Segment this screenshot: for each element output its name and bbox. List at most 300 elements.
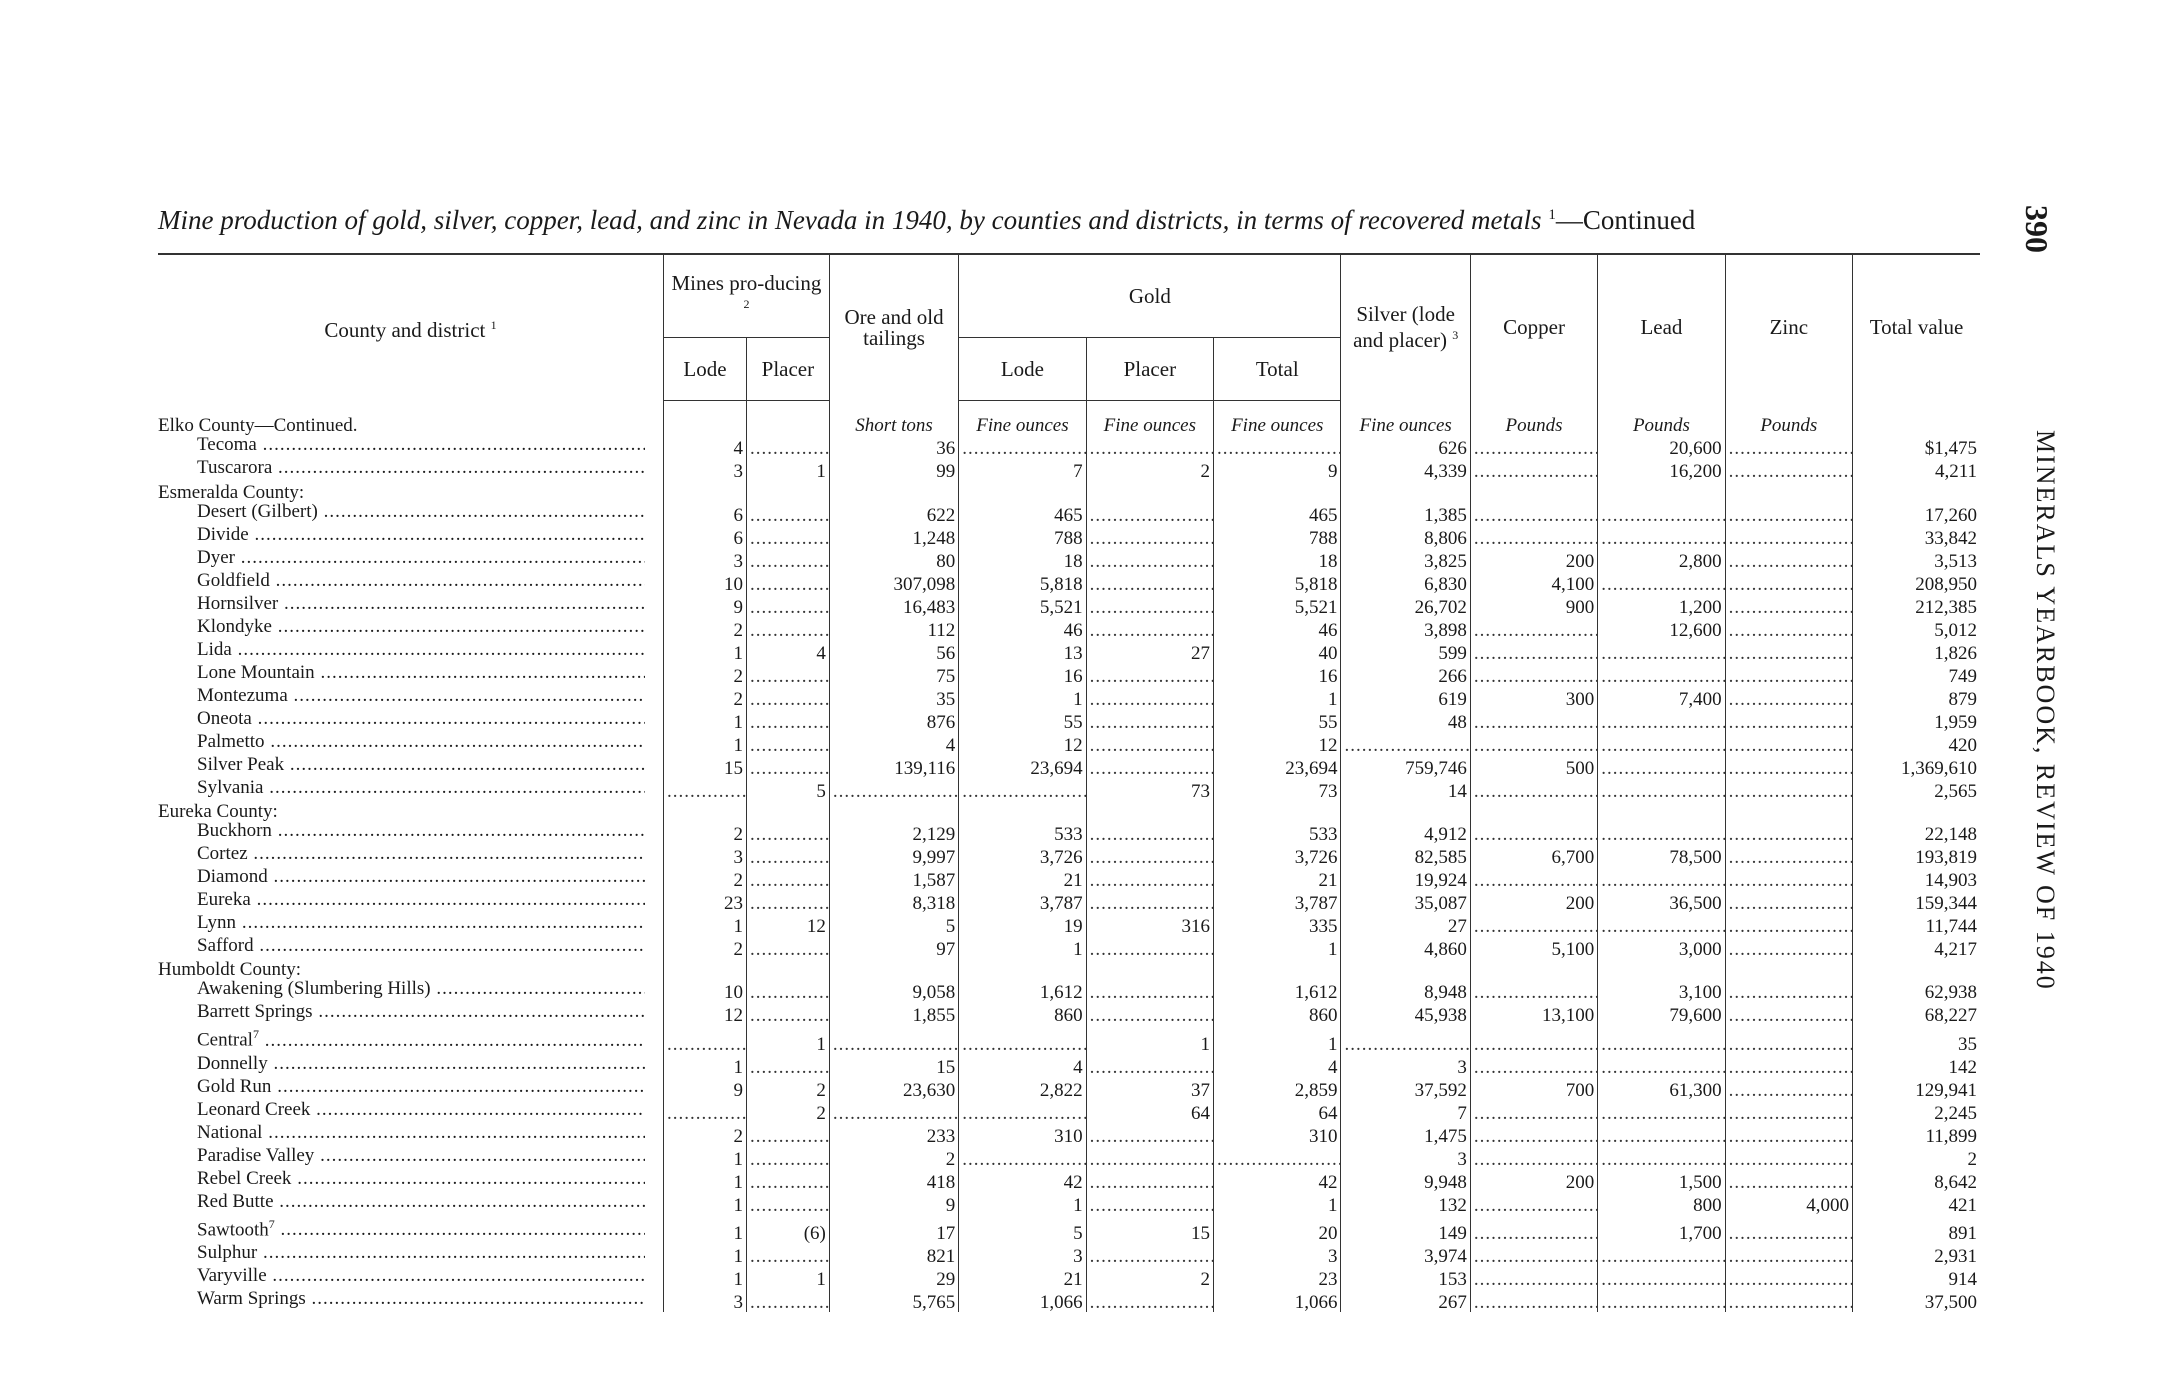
table-row xyxy=(158,1123,1980,1146)
cell-silver: 599 xyxy=(1341,640,1470,663)
cell-copper xyxy=(1470,663,1597,686)
cell-gold-total: 4 xyxy=(1214,1054,1341,1077)
cell-gold-placer: 37 xyxy=(1086,1077,1213,1100)
table-row xyxy=(158,1100,1980,1123)
cell-copper: 6,700 xyxy=(1470,844,1597,867)
cell-lead: 3,000 xyxy=(1598,936,1725,959)
cell-ore: 9 xyxy=(829,1192,958,1215)
table-row xyxy=(158,778,1980,801)
district-label xyxy=(197,1169,645,1188)
cell-mines-lode: 2 xyxy=(664,936,747,959)
cell-zinc xyxy=(1725,481,1852,501)
county-name: Eureka County: xyxy=(158,800,278,821)
cell-silver: 35,087 xyxy=(1341,890,1470,913)
table-row xyxy=(158,755,1980,778)
cell-gold-placer xyxy=(1086,502,1213,525)
cell-mines-placer xyxy=(746,1146,829,1169)
district-label xyxy=(197,1002,645,1021)
cell-zinc xyxy=(1725,778,1852,801)
cell-copper xyxy=(1470,1289,1597,1312)
cell-lead: 3,100 xyxy=(1598,979,1725,1002)
cell-mines-placer xyxy=(746,867,829,890)
cell-gold-total: 465 xyxy=(1214,502,1341,525)
cell-gold-lode: 21 xyxy=(959,1266,1086,1289)
cell-silver: 8,948 xyxy=(1341,979,1470,1002)
cell-gold-placer xyxy=(1086,755,1213,778)
cell-mines-lode xyxy=(664,778,747,801)
cell-mines-placer: 4 xyxy=(746,640,829,663)
cell-copper: 700 xyxy=(1470,1077,1597,1100)
cell-gold-total: 5,818 xyxy=(1214,571,1341,594)
header-lead: Lead xyxy=(1598,254,1725,401)
cell-copper xyxy=(1470,1054,1597,1077)
cell-mines-lode: 6 xyxy=(664,502,747,525)
cell-total-value: 33,842 xyxy=(1853,525,1980,548)
table-row xyxy=(158,458,1980,481)
district-label xyxy=(197,1192,645,1211)
cell-gold-total: 64 xyxy=(1214,1100,1341,1123)
cell-zinc xyxy=(1725,755,1852,778)
cell-total-value: 193,819 xyxy=(1853,844,1980,867)
cell-lead xyxy=(1598,525,1725,548)
cell-copper: 500 xyxy=(1470,755,1597,778)
cell-total-value: 2,931 xyxy=(1853,1243,1980,1266)
cell-gold-lode: 18 xyxy=(959,548,1086,571)
cell-gold-lode: 788 xyxy=(959,525,1086,548)
cell-zinc xyxy=(1725,1169,1852,1192)
cell-gold-total xyxy=(1214,1146,1341,1169)
cell-mines-lode: 1 xyxy=(664,709,747,732)
cell-lead xyxy=(1598,640,1725,663)
cell-total-value: 4,211 xyxy=(1853,458,1980,481)
cell-mines-lode: 3 xyxy=(664,1289,747,1312)
cell-lead xyxy=(1598,1123,1725,1146)
cell-ore: 5,765 xyxy=(829,1289,958,1312)
cell-gold-placer xyxy=(1086,571,1213,594)
cell-mines-placer xyxy=(746,1002,829,1025)
cell-mines-placer xyxy=(746,959,829,979)
header-mines-placer: Placer xyxy=(746,338,829,401)
cell-copper xyxy=(1470,1146,1597,1169)
cell-ore: 2,129 xyxy=(829,821,958,844)
cell-gold-placer xyxy=(1086,821,1213,844)
cell-gold-total: 788 xyxy=(1214,525,1341,548)
table-row xyxy=(158,1002,1980,1025)
district-name xyxy=(158,755,664,778)
cell-gold-total: 12 xyxy=(1214,732,1341,755)
cell-mines-placer: 2 xyxy=(746,1077,829,1100)
cell-mines-placer xyxy=(746,1054,829,1077)
cell-zinc xyxy=(1725,801,1852,821)
cell-total-value: 2,245 xyxy=(1853,1100,1980,1123)
district-name xyxy=(158,709,664,732)
table-row xyxy=(158,844,1980,867)
district-label xyxy=(197,1123,645,1142)
district-name xyxy=(158,979,664,1002)
cell-total-value: 212,385 xyxy=(1853,594,1980,617)
district-label xyxy=(197,732,645,751)
cell-copper xyxy=(1470,821,1597,844)
cell-lead: 78,500 xyxy=(1598,844,1725,867)
cell-zinc xyxy=(1725,1123,1852,1146)
cell-lead: 20,600 xyxy=(1598,435,1725,458)
cell-zinc xyxy=(1725,1002,1852,1025)
cell-gold-lode: 5 xyxy=(959,1215,1086,1243)
header-mines: Mines pro-ducing $^2$ xyxy=(664,254,830,338)
district-name xyxy=(158,571,664,594)
district-label xyxy=(197,617,645,636)
table-row xyxy=(158,663,1980,686)
cell-mines-lode: 15 xyxy=(664,755,747,778)
cell-gold-placer xyxy=(1086,709,1213,732)
cell-mines-lode: 1 xyxy=(664,1146,747,1169)
district-label xyxy=(197,663,645,682)
cell-gold-placer xyxy=(1086,1169,1213,1192)
cell-total-value xyxy=(1853,481,1980,501)
cell-lead xyxy=(1598,502,1725,525)
cell-mines-placer xyxy=(746,936,829,959)
district-name xyxy=(158,913,664,936)
cell-lead xyxy=(1598,1025,1725,1053)
district-name xyxy=(158,686,664,709)
district-name xyxy=(158,778,664,801)
cell-gold-placer xyxy=(1086,801,1213,821)
cell-lead xyxy=(1598,1266,1725,1289)
cell-copper xyxy=(1470,867,1597,890)
cell-mines-placer: 5 xyxy=(746,778,829,801)
table-row xyxy=(158,1192,1980,1215)
cell-silver: 45,938 xyxy=(1341,1002,1470,1025)
district-name xyxy=(158,1289,664,1312)
cell-zinc xyxy=(1725,640,1852,663)
table-row xyxy=(158,821,1980,844)
district-name-text: Buckhorn xyxy=(197,820,272,840)
district-label xyxy=(197,1077,645,1096)
district-label xyxy=(197,755,645,774)
cell-mines-lode xyxy=(664,959,747,979)
cell-gold-lode: 860 xyxy=(959,1002,1086,1025)
cell-silver: 619 xyxy=(1341,686,1470,709)
cell-gold-lode: 12 xyxy=(959,732,1086,755)
cell-gold-lode: 21 xyxy=(959,867,1086,890)
cell-mines-lode: 4 xyxy=(664,435,747,458)
table-row xyxy=(158,1146,1980,1169)
district-name-text: Tecoma xyxy=(197,435,257,455)
cell-silver: 132 xyxy=(1341,1192,1470,1215)
district-name-text: Paradise Valley xyxy=(197,1145,315,1165)
cell-silver xyxy=(1341,732,1470,755)
cell-ore: 9,997 xyxy=(829,844,958,867)
cell-gold-placer: 316 xyxy=(1086,913,1213,936)
table-row xyxy=(158,867,1980,890)
cell-ore: 36 xyxy=(829,435,958,458)
cell-gold-total: 3 xyxy=(1214,1243,1341,1266)
district-label xyxy=(197,709,645,728)
district-name xyxy=(158,640,664,663)
cell-gold-placer xyxy=(1086,525,1213,548)
caption-text: Mine production of gold, silver, copper, lead, and zinc in Nevada in 1940, by counties and districts, in terms of recovered metals xyxy=(158,205,1542,235)
cell-gold-total: 533 xyxy=(1214,821,1341,844)
cell-gold-placer xyxy=(1086,867,1213,890)
cell-ore: 99 xyxy=(829,458,958,481)
district-name-text: Sawtooth xyxy=(197,1218,269,1239)
district-name-text: Sylvania xyxy=(197,777,264,797)
cell-total-value: 159,344 xyxy=(1853,890,1980,913)
table-row xyxy=(158,594,1980,617)
cell-total-value: 208,950 xyxy=(1853,571,1980,594)
cell-silver: 6,830 xyxy=(1341,571,1470,594)
cell-gold-lode: 55 xyxy=(959,709,1086,732)
cell-gold-placer xyxy=(1086,732,1213,755)
units-row xyxy=(158,401,1980,436)
cell-ore: 112 xyxy=(829,617,958,640)
district-label xyxy=(197,844,645,863)
cell-gold-lode xyxy=(959,959,1086,979)
district-label xyxy=(197,1266,645,1285)
cell-copper xyxy=(1470,778,1597,801)
cell-copper xyxy=(1470,1192,1597,1215)
cell-zinc xyxy=(1725,571,1852,594)
cell-zinc xyxy=(1725,890,1852,913)
cell-copper xyxy=(1470,1266,1597,1289)
units-zinc: Pounds xyxy=(1725,401,1852,436)
cell-mines-lode: 1 xyxy=(664,732,747,755)
cell-gold-total: 3,726 xyxy=(1214,844,1341,867)
district-name-text: Donnelly xyxy=(197,1053,268,1073)
cell-gold-placer xyxy=(1086,959,1213,979)
cell-gold-lode xyxy=(959,481,1086,501)
table-row xyxy=(158,1215,1980,1243)
cell-ore: 233 xyxy=(829,1123,958,1146)
cell-gold-total: 5,521 xyxy=(1214,594,1341,617)
cell-lead: 61,300 xyxy=(1598,1077,1725,1100)
cell-gold-placer xyxy=(1086,663,1213,686)
table-row xyxy=(158,913,1980,936)
cell-gold-lode: 1 xyxy=(959,936,1086,959)
cell-gold-total xyxy=(1214,959,1341,979)
district-name xyxy=(158,1123,664,1146)
cell-silver: 267 xyxy=(1341,1289,1470,1312)
cell-zinc xyxy=(1725,1025,1852,1053)
cell-mines-lode: 1 xyxy=(664,1192,747,1215)
cell-ore: 8,318 xyxy=(829,890,958,913)
cell-mines-lode: 9 xyxy=(664,1077,747,1100)
cell-ore: 876 xyxy=(829,709,958,732)
district-label xyxy=(197,936,645,955)
cell-zinc xyxy=(1725,594,1852,617)
cell-gold-placer xyxy=(1086,686,1213,709)
table-body xyxy=(158,401,1980,1312)
cell-mines-lode xyxy=(664,1100,747,1123)
table-row xyxy=(158,1289,1980,1312)
district-name-text: Barrett Springs xyxy=(197,1002,313,1022)
table-row xyxy=(158,709,1980,732)
cell-copper: 13,100 xyxy=(1470,1002,1597,1025)
cell-gold-lode: 5,818 xyxy=(959,571,1086,594)
cell-silver xyxy=(1341,959,1470,979)
district-label xyxy=(197,525,645,544)
cell-gold-total: 73 xyxy=(1214,778,1341,801)
units-ore: Short tons xyxy=(829,401,958,436)
header-copper: Copper xyxy=(1470,254,1597,401)
table-row xyxy=(158,525,1980,548)
cell-mines-placer: 1 xyxy=(746,458,829,481)
units-first-label: Elko County—Continued. xyxy=(158,415,358,436)
cell-total-value: 8,642 xyxy=(1853,1169,1980,1192)
cell-gold-total: 335 xyxy=(1214,913,1341,936)
district-name xyxy=(158,1192,664,1215)
cell-silver: 3,974 xyxy=(1341,1243,1470,1266)
district-label xyxy=(197,1146,645,1165)
cell-mines-lode: 9 xyxy=(664,594,747,617)
cell-mines-placer: (6) xyxy=(746,1215,829,1243)
cell-ore: 307,098 xyxy=(829,571,958,594)
county-name: Esmeralda County: xyxy=(158,481,305,502)
cell-mines-lode: 2 xyxy=(664,821,747,844)
cell-gold-total: 21 xyxy=(1214,867,1341,890)
cell-total-value xyxy=(1853,959,1980,979)
cell-gold-lode xyxy=(959,1146,1086,1169)
cell-zinc xyxy=(1725,913,1852,936)
units-lead: Pounds xyxy=(1598,401,1725,436)
table-row xyxy=(158,640,1980,663)
cell-gold-lode: 2,822 xyxy=(959,1077,1086,1100)
table-row xyxy=(158,571,1980,594)
cell-mines-placer xyxy=(746,709,829,732)
cell-ore: 16,483 xyxy=(829,594,958,617)
cell-mines-lode xyxy=(664,801,747,821)
district-name xyxy=(158,1169,664,1192)
district-name-text: Diamond xyxy=(197,866,268,886)
cell-copper xyxy=(1470,1100,1597,1123)
cell-mines-placer: 12 xyxy=(746,913,829,936)
district-label xyxy=(197,1243,645,1262)
cell-gold-total: 40 xyxy=(1214,640,1341,663)
district-label xyxy=(197,594,645,613)
district-name-text: National xyxy=(197,1122,263,1142)
cell-ore: 5 xyxy=(829,913,958,936)
cell-mines-lode: 2 xyxy=(664,663,747,686)
cell-mines-placer xyxy=(746,525,829,548)
cell-mines-lode: 1 xyxy=(664,640,747,663)
cell-lead xyxy=(1598,1243,1725,1266)
cell-gold-total: 9 xyxy=(1214,458,1341,481)
cell-mines-lode: 1 xyxy=(664,1266,747,1289)
cell-mines-placer xyxy=(746,1123,829,1146)
header-gold: Gold xyxy=(959,254,1341,338)
district-label xyxy=(197,778,645,797)
district-label xyxy=(197,435,645,454)
cell-zinc xyxy=(1725,525,1852,548)
cell-copper xyxy=(1470,640,1597,663)
cell-zinc xyxy=(1725,502,1852,525)
cell-copper xyxy=(1470,458,1597,481)
cell-mines-placer xyxy=(746,435,829,458)
district-label xyxy=(197,548,645,567)
cell-lead xyxy=(1598,732,1725,755)
cell-total-value: 35 xyxy=(1853,1025,1980,1053)
cell-ore: 1,248 xyxy=(829,525,958,548)
cell-gold-total: 23,694 xyxy=(1214,755,1341,778)
cell-mines-lode: 3 xyxy=(664,548,747,571)
cell-gold-placer xyxy=(1086,1192,1213,1215)
cell-silver xyxy=(1341,801,1470,821)
cell-gold-placer xyxy=(1086,617,1213,640)
running-head: MINERALS YEARBOOK, REVIEW OF 1940 xyxy=(2031,430,2060,991)
cell-silver: 8,806 xyxy=(1341,525,1470,548)
cell-lead: 12,600 xyxy=(1598,617,1725,640)
cell-zinc xyxy=(1725,867,1852,890)
cell-silver: 626 xyxy=(1341,435,1470,458)
cell-mines-placer xyxy=(746,1169,829,1192)
cell-gold-lode: 1,612 xyxy=(959,979,1086,1002)
district-name xyxy=(158,1002,664,1025)
cell-mines-lode: 2 xyxy=(664,867,747,890)
cell-copper xyxy=(1470,502,1597,525)
district-name-text: Rebel Creek xyxy=(197,1168,292,1188)
cell-gold-total: 1 xyxy=(1214,686,1341,709)
district-name-text: Lynn xyxy=(197,912,237,932)
cell-gold-total: 860 xyxy=(1214,1002,1341,1025)
cell-total-value: 749 xyxy=(1853,663,1980,686)
cell-lead xyxy=(1598,1100,1725,1123)
district-name-text: Goldfield xyxy=(197,570,270,590)
cell-copper: 200 xyxy=(1470,548,1597,571)
district-label xyxy=(197,821,645,840)
cell-lead xyxy=(1598,481,1725,501)
cell-ore: 29 xyxy=(829,1266,958,1289)
cell-mines-lode: 2 xyxy=(664,686,747,709)
units-silver: Fine ounces xyxy=(1341,401,1470,436)
cell-total-value: 420 xyxy=(1853,732,1980,755)
cell-lead xyxy=(1598,913,1725,936)
units-placer xyxy=(746,401,829,436)
cell-silver: 27 xyxy=(1341,913,1470,936)
cell-gold-lode: 1 xyxy=(959,686,1086,709)
cell-ore: 622 xyxy=(829,502,958,525)
cell-mines-lode: 10 xyxy=(664,979,747,1002)
table-row xyxy=(158,1266,1980,1289)
cell-total-value: 37,500 xyxy=(1853,1289,1980,1312)
cell-zinc xyxy=(1725,1077,1852,1100)
cell-gold-total: 18 xyxy=(1214,548,1341,571)
cell-total-value: 22,148 xyxy=(1853,821,1980,844)
cell-lead xyxy=(1598,663,1725,686)
county-row xyxy=(158,481,1980,501)
cell-mines-lode: 2 xyxy=(664,1123,747,1146)
units-copper: Pounds xyxy=(1470,401,1597,436)
cell-copper xyxy=(1470,1215,1597,1243)
cell-lead xyxy=(1598,959,1725,979)
cell-mines-placer: 2 xyxy=(746,1100,829,1123)
district-label xyxy=(197,571,645,590)
cell-zinc xyxy=(1725,548,1852,571)
cell-lead: 2,800 xyxy=(1598,548,1725,571)
cell-lead xyxy=(1598,1054,1725,1077)
cell-gold-placer: 73 xyxy=(1086,778,1213,801)
cell-gold-total xyxy=(1214,435,1341,458)
cell-mines-placer xyxy=(746,821,829,844)
cell-mines-placer xyxy=(746,1192,829,1215)
cell-ore: 139,116 xyxy=(829,755,958,778)
cell-silver: 26,702 xyxy=(1341,594,1470,617)
cell-mines-lode: 6 xyxy=(664,525,747,548)
district-name-text: Eureka xyxy=(197,889,251,909)
cell-gold-placer xyxy=(1086,548,1213,571)
cell-silver: 759,746 xyxy=(1341,755,1470,778)
cell-ore: 1,587 xyxy=(829,867,958,890)
district-name-text: Red Butte xyxy=(197,1191,274,1211)
